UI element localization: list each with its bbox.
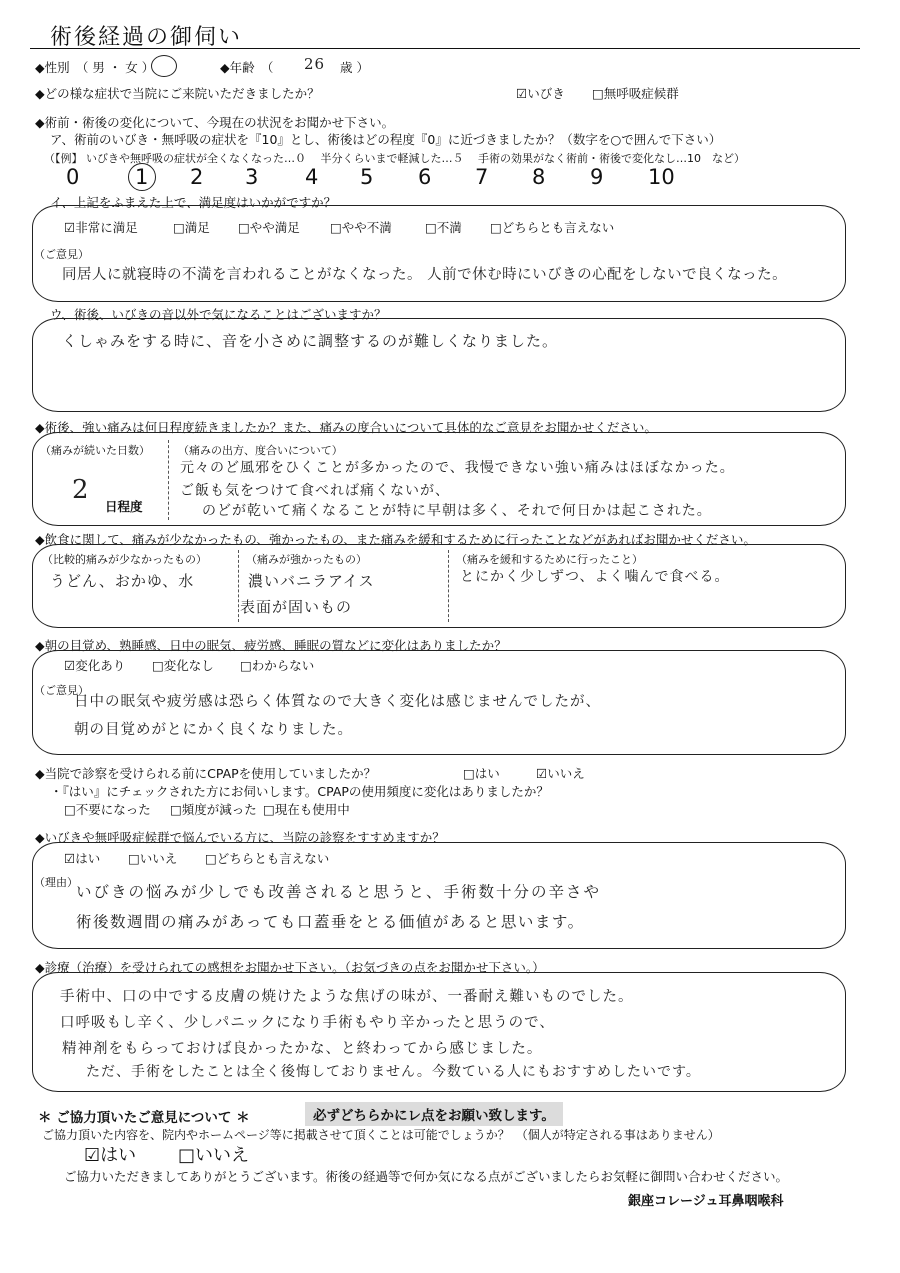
q2-u-question: ウ、術後、いびきの音以外で気になることはございますか？ xyxy=(50,307,387,322)
consent-question: ご協力頂いた内容を、院内やホームページ等に掲載させて頂くことは可能でしょうか？ （個人が特定される事はありません） xyxy=(42,1128,720,1142)
scale-digit-9[interactable]: 9 xyxy=(590,165,604,189)
impression-line-4[interactable]: ただ、手術をしたことは全く後悔しておりません。今数ている人にもおすすめしたいです。 xyxy=(86,1064,701,1080)
consent-yes[interactable]: ☑はい xyxy=(84,1145,137,1166)
pain-days-value[interactable]: 2 xyxy=(72,475,90,505)
age-suffix: 歳 ） xyxy=(340,60,369,75)
q7-question: ◆いびきや無呼吸症候群で悩んでいる方に、当院の診察をすすめますか？ xyxy=(35,830,445,845)
cpap-followup-opt-1[interactable]: □不要になった xyxy=(64,802,151,817)
q2-opinion-text[interactable]: 同居人に就寝時の不満を言われることがなくなった。 人前で休む時にいびきの心配をしないで良くなった。 xyxy=(62,267,788,283)
scale-digit-7[interactable]: 7 xyxy=(475,165,489,189)
consent-no[interactable]: □いいえ xyxy=(178,1145,250,1166)
q7-reason-line-1[interactable]: いびきの悩みが少しでも改善されると思うと、手術数十分の辛さや xyxy=(76,883,602,901)
q2-u-answer[interactable]: くしゃみをする時に、音を小さめに調整するのが難しくなりました。 xyxy=(62,332,559,350)
consent-heading: ＊ ご協力頂いたご意見について ＊ xyxy=(38,1110,250,1126)
q2-opinion-label: （ご意見） xyxy=(34,248,89,261)
q2-i-question: イ、上記をふまえた上で、満足度はいかがですか？ xyxy=(50,195,337,210)
q1-option-apnea[interactable]: □無呼吸症候群 xyxy=(592,86,679,101)
wake-opt-2[interactable]: □変化なし xyxy=(152,658,214,673)
scale-selected-circle xyxy=(128,163,156,191)
food-col1-text[interactable]: うどん、おかゆ、水 xyxy=(50,572,195,590)
q7-reason-label: （理由） xyxy=(34,876,78,889)
wake-opt-1[interactable]: ☑変化あり xyxy=(64,658,126,673)
q6-question: ◆当院で診察を受けられる前にCPAPを使用していましたか？ xyxy=(35,766,377,781)
scale-digit-1[interactable]: 1 xyxy=(135,165,149,189)
q5-question: ◆朝の目覚め、熟睡感、日中の眠気、疲労感、睡眠の質などに変化はありましたか？ xyxy=(35,638,507,653)
q2-example: （【例】 いびきや無呼吸の症状が全くなくなった…０ 半分くらいまで軽減した…５ 手術の効果がなく術前・術後で変化なし…10 など） xyxy=(44,152,745,165)
q4-question: ◆飲食に関して、痛みが少なかったもの、強かったもの、また痛みを緩和するために行ったことなどがあればお聞かせください。 xyxy=(35,532,756,547)
scale-digit-6[interactable]: 6 xyxy=(418,165,432,189)
scale-digit-3[interactable]: 3 xyxy=(245,165,259,189)
age-label: ◆年齢 （ xyxy=(220,60,274,75)
scale-digit-0[interactable]: 0 xyxy=(66,165,80,189)
cpap-followup-opt-2[interactable]: □頻度が減った xyxy=(170,802,257,817)
impression-line-1[interactable]: 手術中、口の中でする皮膚の焼けたような焦げの味が、一番耐え難いものでした。 xyxy=(60,989,634,1005)
satisfaction-opt-4[interactable]: □やや不満 xyxy=(330,220,392,235)
q5-opinion-line-1[interactable]: 日中の眠気や疲労感は恐らく体質なので大きく変化は感じませんでしたが、 xyxy=(74,694,601,710)
q7-reason-line-2[interactable]: 術後数週間の痛みがあっても口蓋垂をとる価値があると思います。 xyxy=(76,913,585,931)
pain-detail-line-2[interactable]: ご飯も気をつけて食べれば痛くないが、 xyxy=(180,483,450,499)
recommend-opt-2[interactable]: □いいえ xyxy=(128,851,178,866)
food-col3-label: （痛みを緩和するために行ったこと） xyxy=(456,553,643,566)
food-col3-text[interactable]: とにかく少しずつ、よく噛んで食べる。 xyxy=(460,569,730,585)
title-underline xyxy=(30,48,860,49)
age-value[interactable]: 26 xyxy=(304,55,326,73)
q5-opinion-line-2[interactable]: 朝の目覚めがとにかく良くなりました。 xyxy=(74,722,353,738)
pain-detail-line-1[interactable]: 元々のど風邪をひくことが多かったので、我慢できない強い痛みはほぼなかった。 xyxy=(180,460,735,476)
food-col1-label: （比較的痛みが少なかったもの） xyxy=(42,553,207,566)
impression-line-3[interactable]: 精神剤をもらっておけば良かったかな、と終わってから感じました。 xyxy=(62,1041,543,1057)
scale-digit-8[interactable]: 8 xyxy=(532,165,546,189)
gender-label: ◆性別 （ 男 ・ 女 ） xyxy=(35,60,155,75)
q8-question: ◆診療（治療）を受けられての感想をお聞かせ下さい。（お気づきの点をお聞かせ下さい。） xyxy=(35,960,545,975)
pain-detail-label: （痛みの出方、度合いについて） xyxy=(178,444,343,457)
page-title: 術後経過の御伺い xyxy=(50,25,243,50)
q1-question: ◆どの様な症状で当院にご来院いただきましたか？ xyxy=(35,86,320,101)
satisfaction-opt-6[interactable]: □どちらとも言えない xyxy=(490,220,615,235)
impression-line-2[interactable]: 口呼吸もし辛く、少しパニックになり手術もやり辛かったと思うので、 xyxy=(60,1015,555,1031)
cpap-no[interactable]: ☑いいえ xyxy=(536,766,585,781)
gender-selected-circle xyxy=(151,55,177,77)
scale-digit-4[interactable]: 4 xyxy=(305,165,319,189)
food-col2-line-1[interactable]: 濃いバニラアイス xyxy=(248,572,375,590)
satisfaction-opt-3[interactable]: □やや満足 xyxy=(238,220,300,235)
q5-opinion-label: （ご意見） xyxy=(34,684,89,697)
food-col2-line-2[interactable]: 表面が固いもの xyxy=(240,598,353,616)
consent-highlight: 必ずどちらかにレ点をお願い致します。 xyxy=(305,1102,563,1126)
pain-detail-line-3[interactable]: のどが乾いて痛くなることが特に早朝は多く、それで何日かは起こされた。 xyxy=(202,503,712,519)
thanks-text: ご協力いただきましてありがとうございます。術後の経過等で何か気になる点がございましたらお気軽に御問い合わせください。 xyxy=(64,1169,789,1184)
scale-digit-2[interactable]: 2 xyxy=(190,165,204,189)
q3-question: ◆術後、強い痛みは何日程度続きましたか？また、痛みの度合いについて具体的なご意見をお聞かせください。 xyxy=(35,420,657,435)
food-divider-2 xyxy=(448,550,449,622)
satisfaction-opt-5[interactable]: □不満 xyxy=(425,220,462,235)
q2-a-question: ア、術前のいびき・無呼吸の症状を『10』とし、術後はどの程度『0』に近づきましたか？（数字を○で囲んで下さい） xyxy=(50,132,722,147)
cpap-followup-opt-3[interactable]: □現在も使用中 xyxy=(263,802,350,817)
q1-option-snoring[interactable]: ☑いびき xyxy=(516,86,565,101)
pain-days-unit: 日程度 xyxy=(105,499,143,514)
scale-digit-10[interactable]: 10 xyxy=(648,165,675,189)
satisfaction-opt-1[interactable]: ☑非常に満足 xyxy=(64,220,138,235)
recommend-opt-1[interactable]: ☑はい xyxy=(64,851,101,866)
pain-divider xyxy=(168,440,169,520)
q6-followup: ・『はい』にチェックされた方にお伺いします。CPAPの使用頻度に変化はありましたか？ xyxy=(50,784,549,799)
satisfaction-opt-2[interactable]: □満足 xyxy=(173,220,210,235)
pain-days-label: （痛みが続いた日数） xyxy=(40,444,150,457)
food-divider-1 xyxy=(238,550,239,622)
recommend-opt-3[interactable]: □どちらとも言えない xyxy=(205,851,330,866)
wake-opt-3[interactable]: □わからない xyxy=(240,658,315,673)
scale-digit-5[interactable]: 5 xyxy=(360,165,374,189)
food-col2-label: （痛みが強かったもの） xyxy=(246,553,367,566)
cpap-yes[interactable]: □はい xyxy=(463,766,500,781)
clinic-name: 銀座コレージュ耳鼻咽喉科 xyxy=(628,1194,784,1209)
q2-question: ◆術前・術後の変化について、今現在の状況をお聞かせ下さい。 xyxy=(35,115,395,130)
